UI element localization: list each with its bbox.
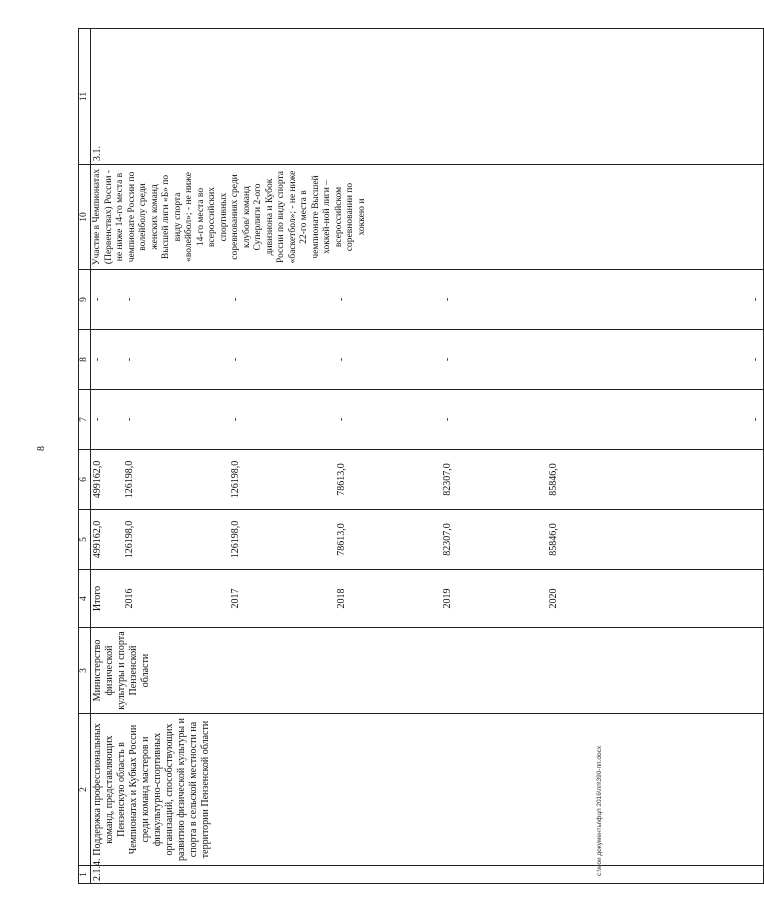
col5-cell bbox=[91, 510, 764, 570]
value: 126198,0 bbox=[124, 460, 135, 499]
row-code: 2.1.4. bbox=[91, 866, 764, 884]
value: - bbox=[336, 357, 347, 362]
extra-dash: - bbox=[750, 297, 761, 302]
value bbox=[548, 273, 654, 326]
year-label: 2018 bbox=[336, 588, 347, 609]
col5-values bbox=[124, 513, 654, 566]
header-cell: 7 bbox=[79, 390, 91, 450]
value: 85846,0 bbox=[548, 463, 559, 496]
value: - bbox=[230, 417, 241, 422]
activity-cell: Поддержка профессиональных команд, представляющих Пензенскую область в Чемпионатах и Кубках России среди команд мастеров и физкультурно-спортивных организаций, способствующих развитию физической культуры и спорта в сельской местности на территории Пензенской области bbox=[91, 714, 764, 866]
program-table bbox=[78, 28, 764, 884]
col8-cell bbox=[91, 330, 764, 390]
header-cell: 8 bbox=[79, 330, 91, 390]
col6-values bbox=[124, 453, 654, 506]
header-cell: 10 bbox=[79, 165, 91, 270]
file-path-footer: c:\мои документы\фцп 2016\пп\390-пп.docx bbox=[596, 745, 603, 876]
indicator-cell: Участие в Чемпионатах (Первенствах) России - не ниже 14-го места в чемпионате России по волейболу среди женских команд Высшей лиги «Б» по виду спорта «волейбол»; - не ниже 14-го места во всероссийских спортивных соревнованиях среди клубов/ команд Суперлиги 2-ого дивизиона и Кубок России по виду спорта «баскетбол»; - не ниже 22-го места в чемпионате Высшей хоккей-ной лиги – всероссийском соревновании по хоккею и bbox=[91, 165, 764, 270]
year-label: 2020 bbox=[548, 588, 559, 609]
header-cell: 5 bbox=[79, 510, 91, 570]
value: 126198,0 bbox=[230, 460, 241, 499]
value: 82307,0 bbox=[442, 523, 453, 556]
value: 78613,0 bbox=[336, 463, 347, 496]
page-number: 8 bbox=[36, 446, 47, 451]
year-label: 2016 bbox=[124, 588, 135, 609]
value: - bbox=[124, 417, 135, 422]
value: - bbox=[442, 357, 453, 362]
value: 126198,0 bbox=[124, 520, 135, 559]
value: 126198,0 bbox=[230, 520, 241, 559]
header-cell: 4 bbox=[79, 570, 91, 628]
value: - bbox=[336, 297, 347, 302]
year-label: 2017 bbox=[230, 588, 241, 609]
header-cell: 1 bbox=[79, 866, 91, 884]
header-row bbox=[79, 29, 91, 884]
header-cell: 11 bbox=[79, 29, 91, 165]
total-label: Итого bbox=[92, 585, 103, 612]
col9-cell bbox=[91, 270, 764, 330]
total-value: - bbox=[92, 417, 103, 422]
col6-cell bbox=[91, 450, 764, 510]
value: - bbox=[230, 357, 241, 362]
year-list bbox=[124, 573, 654, 624]
total-value: 499162,0 bbox=[92, 520, 103, 559]
value: - bbox=[124, 297, 135, 302]
header-cell: 9 bbox=[79, 270, 91, 330]
value: - bbox=[124, 357, 135, 362]
header-cell: 3 bbox=[79, 628, 91, 714]
rotated-table-sheet bbox=[78, 29, 761, 884]
year-label: 2019 bbox=[442, 588, 453, 609]
col8-values bbox=[124, 333, 654, 386]
table-row bbox=[91, 29, 764, 884]
value: 78613,0 bbox=[336, 523, 347, 556]
value bbox=[548, 393, 654, 446]
value bbox=[548, 333, 654, 386]
target-ref-cell: 3.1. bbox=[91, 29, 764, 165]
total-value: 499162,0 bbox=[92, 460, 103, 499]
value: - bbox=[442, 297, 453, 302]
value: - bbox=[442, 417, 453, 422]
year-column bbox=[91, 570, 764, 628]
total-value: - bbox=[92, 297, 103, 302]
header-cell: 2 bbox=[79, 714, 91, 866]
value: 82307,0 bbox=[442, 463, 453, 496]
extra-dash: - bbox=[750, 357, 761, 362]
value: - bbox=[230, 297, 241, 302]
total-value: - bbox=[92, 357, 103, 362]
extra-dash: - bbox=[750, 417, 761, 422]
col7-values bbox=[124, 393, 654, 446]
value: - bbox=[336, 417, 347, 422]
value: 85846,0 bbox=[548, 523, 559, 556]
col9-values bbox=[124, 273, 654, 326]
header-cell: 6 bbox=[79, 450, 91, 510]
col7-cell bbox=[91, 390, 764, 450]
executor-cell: Министерство физической культуры и спорта Пензенской области bbox=[91, 628, 764, 714]
